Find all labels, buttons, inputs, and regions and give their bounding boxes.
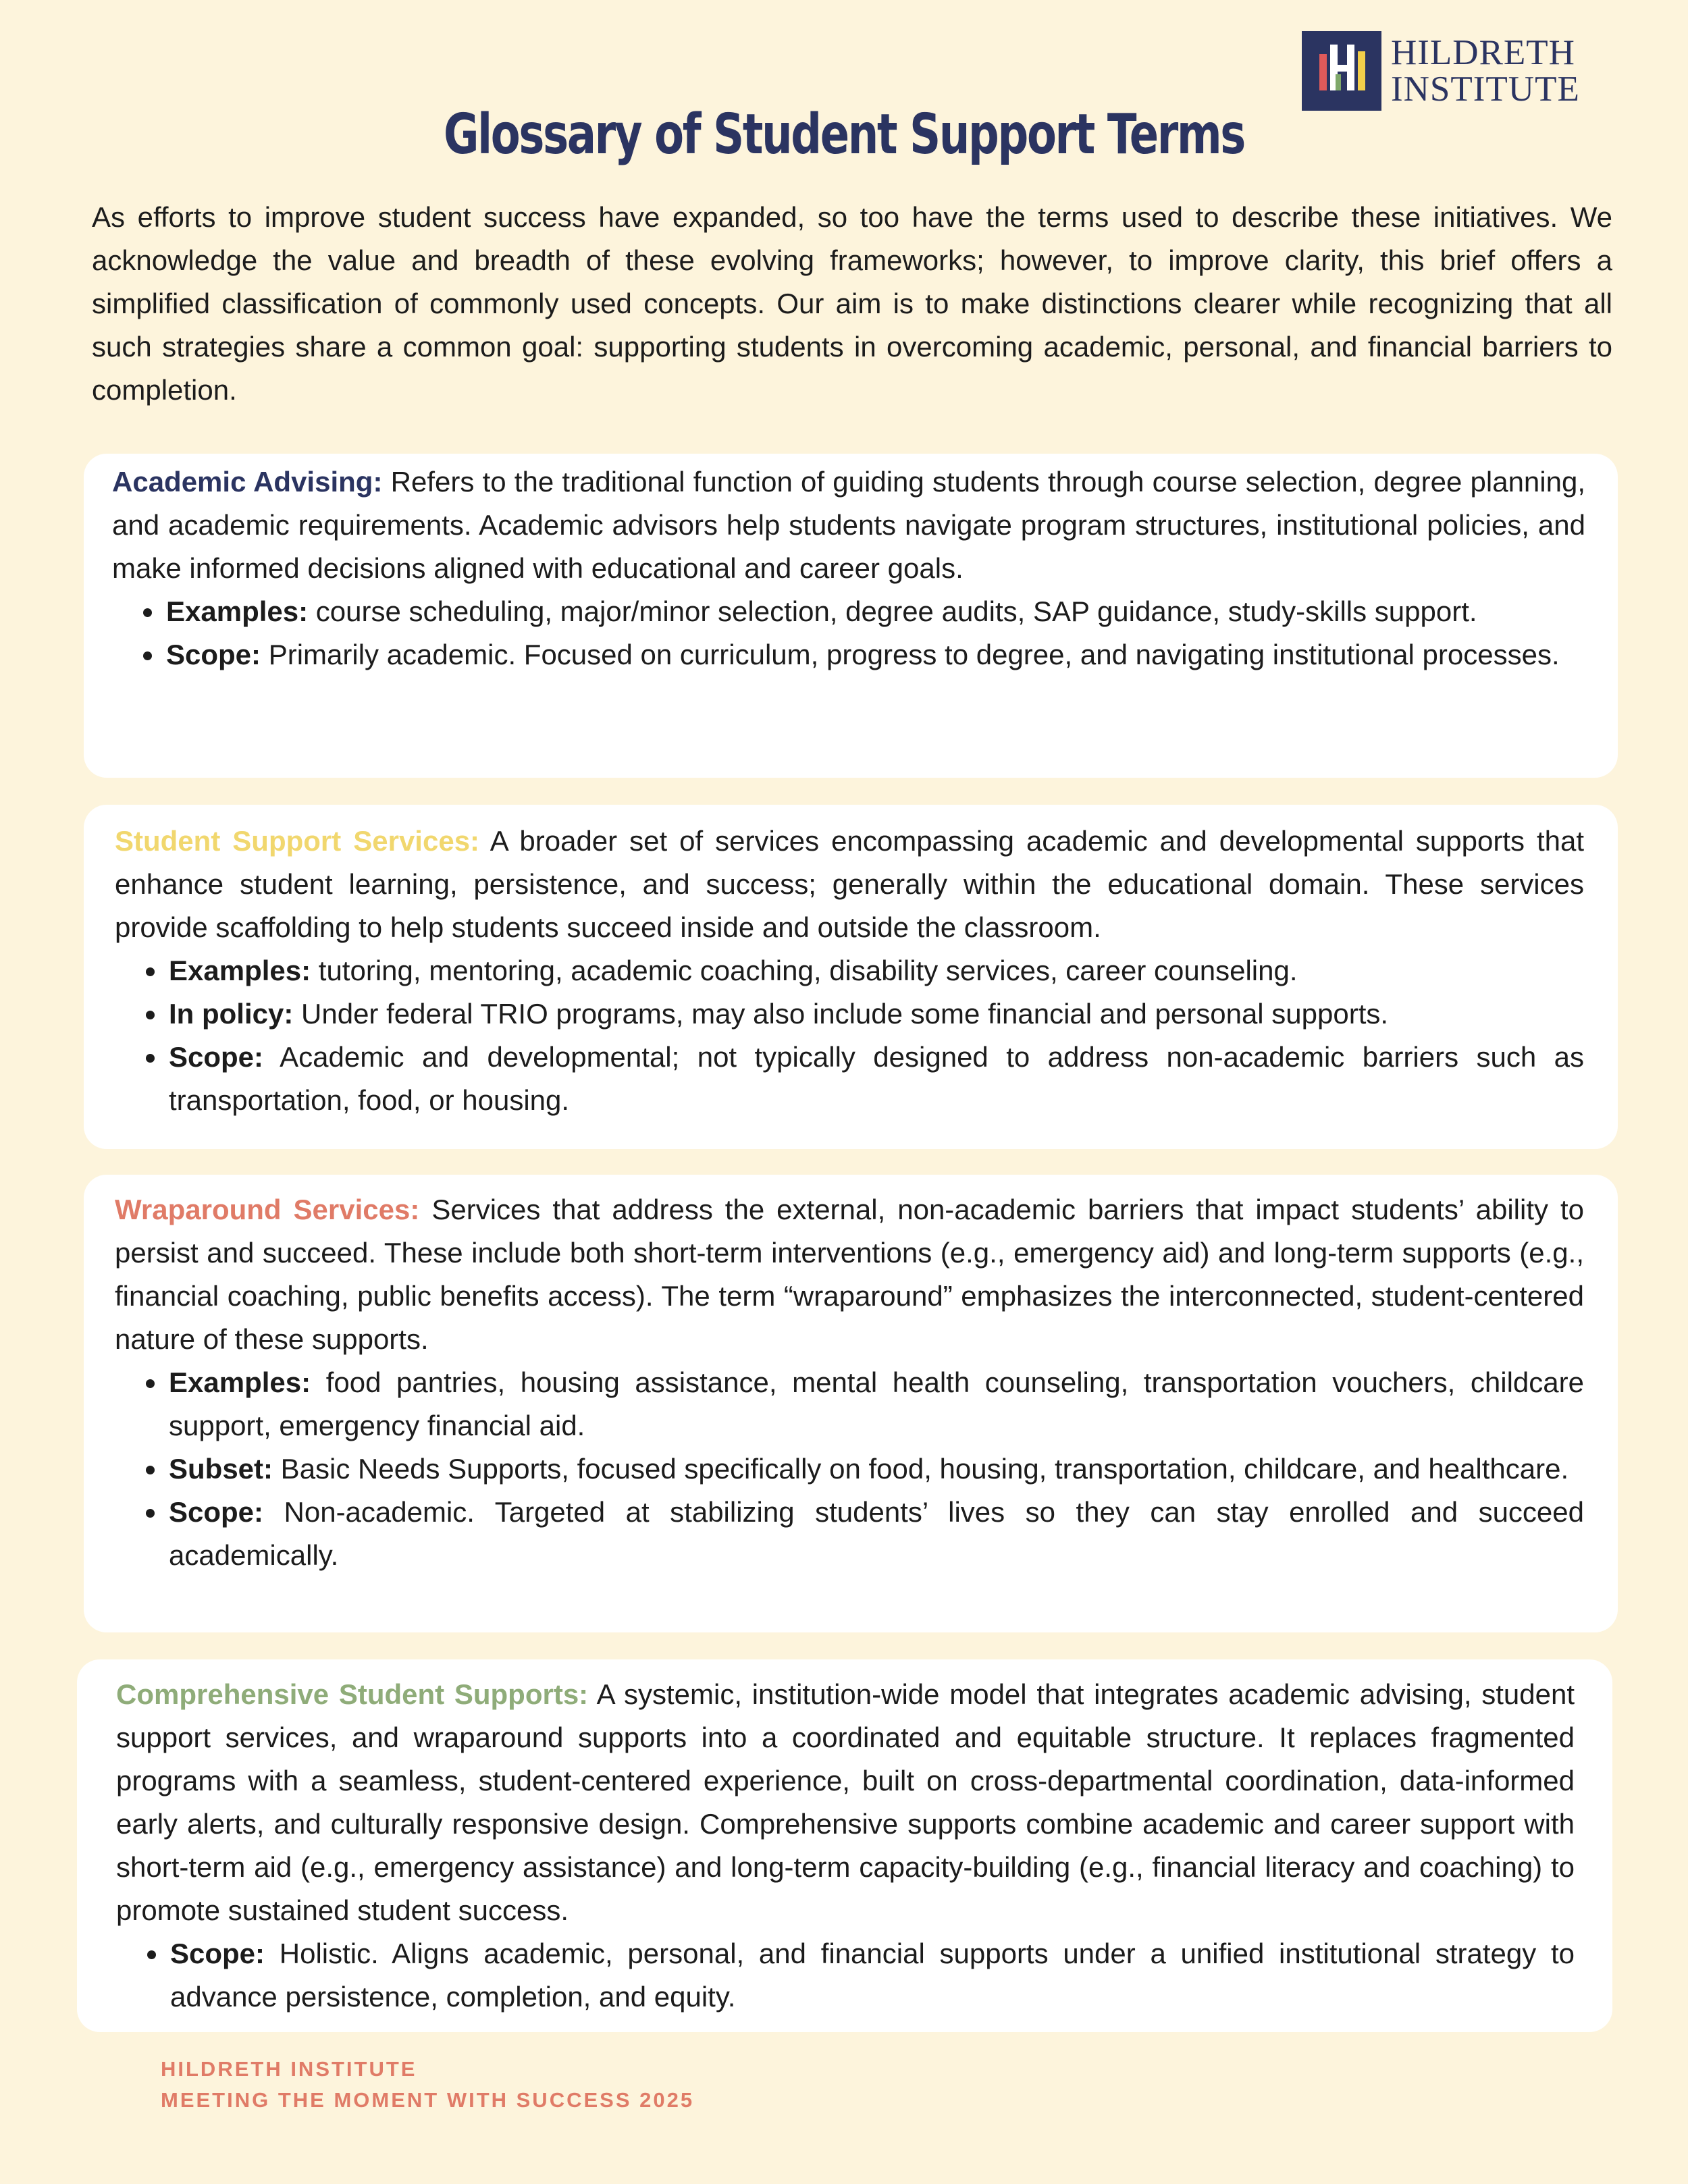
list-item xyxy=(165,590,1585,633)
logo-bar-red xyxy=(1319,54,1327,90)
intro-paragraph: As efforts to improve student success have expanded, so too have the terms used to describe these initiatives. We acknowledge the value and breadth of these evolving frameworks; however, to improve clarity, this brief offers a simplified classification of commonly used concepts. Our aim is to make distinctions clearer while recognizing that all such strategies share a common goal: supporting students in overcoming academic, personal, and financial barriers to completion. xyxy=(92,201,1612,406)
student-support-services-definition xyxy=(115,820,1584,949)
footer-line-2: MEETING THE MOMENT WITH SUCCESS 2025 xyxy=(161,2088,695,2112)
comprehensive-student-supports-term: Comprehensive Student Supports: xyxy=(116,1678,589,1710)
bullet-text: Non-academic. Targeted at stabilizing students’ lives so they can stay enrolled and succeed academically. xyxy=(169,1496,1584,1571)
footer-line-1: HILDRETH INSTITUTE xyxy=(161,2057,417,2081)
bullet-text: Primarily academic. Focused on curriculum, progress to degree, and navigating institutional processes. xyxy=(261,639,1560,670)
bullet-label: Examples: xyxy=(169,1366,311,1398)
student-support-services-list xyxy=(115,949,1584,1122)
bullet-label: Scope: xyxy=(170,1938,265,1969)
student-support-services-text: A broader set of services encompassing academic and developmental supports that enhance student learning, persistence, and success; generally within the educational domain. These services provide scaffolding to help students succeed inside and outside the classroom. xyxy=(115,825,1585,943)
comprehensive-student-supports-definition xyxy=(116,1673,1575,1932)
bullet-label: Scope: xyxy=(169,1496,264,1528)
list-item xyxy=(167,949,1584,992)
logo-bar-yellow xyxy=(1358,51,1365,90)
card-student-support-services xyxy=(84,805,1618,1149)
wraparound-services-term: Wraparound Services: xyxy=(115,1194,420,1225)
academic-advising-list xyxy=(112,590,1585,676)
bullet-label: Scope: xyxy=(166,639,261,670)
logo-wordmark xyxy=(1391,34,1580,107)
list-item xyxy=(165,633,1585,676)
logo-line-1: HILDRETH xyxy=(1391,33,1575,72)
bullet-text: tutoring, mentoring, academic coaching, disability services, career counseling. xyxy=(311,955,1298,986)
page-title: Glossary of Student Support Terms xyxy=(444,103,1244,167)
hildreth-logo xyxy=(1302,30,1623,112)
list-item xyxy=(167,1361,1584,1447)
wraparound-services-text: Services that address the external, non-academic barriers that impact students’ ability to persist and succeed. These include both short-term interventions (e.g., emergency aid) and long-term supports (e.g., financial coaching, public benefits access). The term “wraparound” emphasizes the interconnected, student-centered nature of these supports. xyxy=(115,1194,1584,1355)
logo-bar-green xyxy=(1336,74,1341,90)
hildreth-logo-icon xyxy=(1302,31,1381,111)
card-comprehensive-student-supports xyxy=(77,1659,1612,2032)
wraparound-services-list xyxy=(115,1361,1584,1577)
bullet-text: Under federal TRIO programs, may also include some financial and personal supports. xyxy=(293,998,1389,1030)
footer xyxy=(161,2054,694,2116)
bullet-text: food pantries, housing assistance, mental health counseling, transportation vouchers, childcare support, emergency financial aid. xyxy=(169,1366,1584,1441)
wraparound-services-definition xyxy=(115,1188,1584,1361)
list-item xyxy=(169,1932,1575,2019)
logo-bar-white-mid xyxy=(1338,65,1347,72)
bullet-label: Scope: xyxy=(169,1041,264,1073)
logo-line-2: INSTITUTE xyxy=(1391,70,1580,109)
bullet-text: Holistic. Aligns academic, personal, and financial supports under a unified institutional strategy to advance persistence, completion, and equity. xyxy=(170,1938,1575,2013)
bullet-text: Basic Needs Supports, focused specifically on food, housing, transportation, childcare, and healthcare. xyxy=(273,1453,1569,1485)
academic-advising-term: Academic Advising: xyxy=(112,466,383,498)
bullet-label: Subset: xyxy=(169,1453,273,1485)
list-item xyxy=(167,1491,1584,1577)
academic-advising-text: Refers to the traditional function of guiding students through course selection, degree planning, and academic requirements. Academic advisors help students navigate program structures, institutional policies, and make informed decisions aligned with educational and career goals. xyxy=(112,466,1585,584)
bullet-label: Examples: xyxy=(169,955,311,986)
list-item xyxy=(167,992,1584,1036)
bullet-label: In policy: xyxy=(169,998,294,1030)
logo-bar-white-right xyxy=(1347,45,1354,90)
list-item xyxy=(167,1447,1584,1491)
bullet-label: Examples: xyxy=(166,595,309,627)
comprehensive-student-supports-text: A systemic, institution-wide model that integrates academic advising, student support services, and wraparound supports into a coordinated and equitable structure. It replaces fragmented programs with a seamless, student-centered experience, built on cross-departmental coordination, data-informed early alerts, and culturally responsive design. Comprehensive supports combine academic and career support with short-term aid (e.g., emergency assistance) and long-term capacity-building (e.g., financial literacy and coaching) to promote sustained student success. xyxy=(116,1678,1575,1926)
card-academic-advising xyxy=(84,454,1618,778)
student-support-services-term: Student Support Services: xyxy=(115,825,480,857)
comprehensive-student-supports-list xyxy=(116,1932,1575,2019)
academic-advising-definition xyxy=(112,460,1585,590)
bullet-text: course scheduling, major/minor selection, degree audits, SAP guidance, study-skills support. xyxy=(308,595,1477,627)
card-wraparound-services xyxy=(84,1175,1618,1632)
list-item xyxy=(167,1036,1584,1122)
bullet-text: Academic and developmental; not typically designed to address non-academic barriers such as transportation, food, or housing. xyxy=(169,1041,1584,1116)
